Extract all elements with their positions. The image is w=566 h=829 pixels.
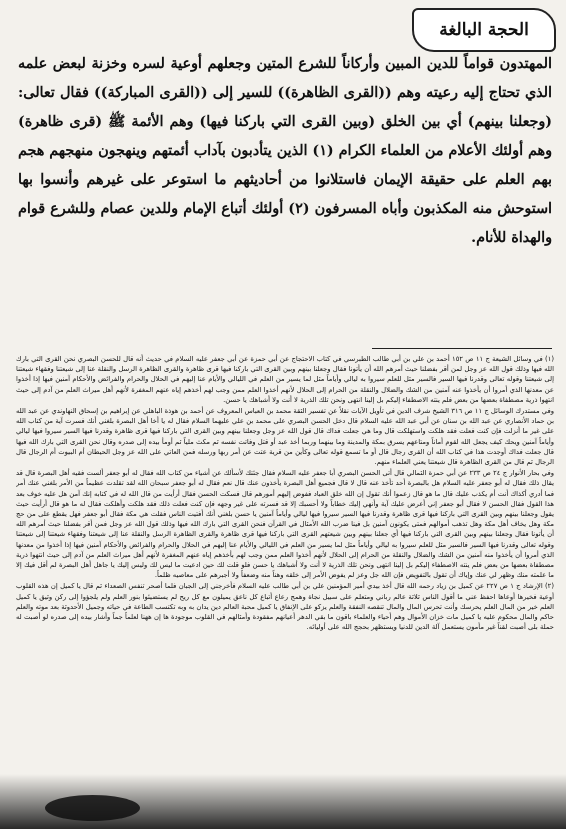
chapter-title: الحجة البالغة bbox=[439, 20, 529, 40]
chapter-title-box bbox=[412, 8, 556, 52]
footnote-divider bbox=[372, 348, 552, 349]
main-paragraph: المهتدون قواماً للدين المبين وأركاناً للشرع المتين وجعلهم أوعية لسره وخزنة لبعض علمه الذي تحتاج إليه رعيته وهم ((القرى الظاهرة)) للسير إلى ((القرى المباركة)) فقال تعالى: (وجعلنا بينهم) أي بين الخلق (وبين القرى التي باركنا فيها) وهم الأئمة ﷺ (قرى ظاهرة) وهم أولئك الأعلام من العلماء الكرام (١) الذين يتأدبون بآداب أئمتهم وينهجون منهجهم هجم بهم العلم على حقيقة الإيمان فاستلانوا من أحاديثهم ما استوعر على غيرهم وأنسوا بها استوحش منه المكذبون وأباه المسرفون (٢) أولئك أتباع الإمام وللدين عصام وللشرع قوام والهداة للأنام. bbox=[18, 56, 552, 246]
footnote-1: (١) في وسائل الشيعة ج ١١ ص ١٥٢ أحمد بن علي بن أبي طالب الطبرسي في كتاب الاحتجاج عن أبي حمزة عن أبي جعفر عليه السلام في حديث أنه قال للحسن البصري نحن القرى التي بارك الله فيها وذلك قول الله عز وجل لمن أقر بفضلنا حيث أمرهم الله أن يأتونا فقال وجعلنا بينهم وبين القرى التي باركنا فيها قرى ظاهرة والقرى الظاهرة الرسل والنقلة عنا إلى شيعتنا وفقهاء شيعتنا إلى شيعتنا وقوله تعالى وقدرنا فيها السير فالسير مثل للعلم سيروا به ليالي وأياماً مثل لما يسير من العلم في الليالي والأيام عنا إليهم في الحلال والحرام والفرائض والأحكام آمنين فيها إذا أخذوا عن معدنها الذي أمروا أن يأخذوا عنه آمنين من الشك والضلال والنقلة من الحرام إلى الحلال لأنهم أخذوا العلم ممن وجب لهم أخذهم إياه عنهم المغفرة لأنهم أهل ميراث العلم من آدم إلى حيث انتهوا ذرية مصطفاة بعضها من بعض فلم ينته الاصطفاء إليكم بل إلينا انتهى ونحن تلك الذرية لا أنت ولا أشباهك يا حسن. bbox=[16, 355, 554, 404]
footnote-2: وفي مستدرك الوسائل ج ١١ ص ٣١٦ الشيخ شرف الدين في تأويل الآيات نقلاً عن تفسير الثقة محمد بن العباس المعروف عن أحمد بن هوذة الباهلي عن إبراهيم بن إسحاق النهاوندي عن عبد الله بن حماد الأنصاري عن عبد الله بن سنان عن أبي عبد الله عليه السلام قال دخل الحسن البصري على محمد بن علي عليهما السلام فقال له يا أخا أهل البصرة بلغني أنك فسرت آية من كتاب الله على غير ما أنزلت فإن كنت فعلت فقد هلكت واستهلكت قال وما هي جعلت فداك قال قول الله عز وجل وجعلنا بينهم وبين القرى التي باركنا فيها قرى ظاهرة وقدرنا فيها السير سيروا فيها ليالي وأياماً آمنين ويحك كيف يجعل الله لقوم أماناً ومتاعهم يسرق بمكة والمدينة وما بينهما وربما أخذ عبد أو قتل وفاتت نفسه ثم مكث ملياً ثم أومأ بيده إلى صدره وقال نحن القرى التي بارك الله فيها قال جعلت فداك أوجدت هذا في كتاب الله أن القرى رجال قال أو ما تسمع قوله تعالى وكأين من قرية عتت عن أمر ربها ورسله فمن العاتي على الله عز وجل الحيطان أم البيوت أم الرجال قال الرجال ثم قال من القرى الظاهرة قال شيعتنا يعني العلماء منهم. bbox=[16, 407, 554, 467]
footnote-3: وفي بحار الأنوار ج ٢٤ ص ٢٣٣ عن أبي حمزة الثمالي قال أتى الحسن البصري أبا جعفر عليه السلام فقال جئتك لأسألك عن أشياء من كتاب الله فقال له أبو جعفر ألست فقيه أهل البصرة قال قد يقال ذلك فقال له أبو جعفر عليه السلام هل بالبصرة أحد تأخذ عنه قال لا قال فجميع أهل البصرة يأخذون عنك قال نعم فقال له أبو جعفر سبحان الله لقد تقلدت عظيماً من الأمر بلغني عنك أمر فما أدري أكذاك أنت أم يكذب عليك قال ما هو قال زعموا أنك تقول إن الله خلق العباد ففوض إليهم أمورهم قال فسكت الحسن فقال أرأيت من قال الله له في كتابه إنك آمن هل عليه خوف بعد هذا القول فقال الحسن لا فقال أبو جعفر إني أعرض عليك آية وأنهي إليك خطاباً ولا أحسبك إلا قد فسرته على غير وجهه فإن كنت فعلت ذلك فقد هلكت وأهلكت فقال له ما هو قال أرأيت حيث يقول وجعلنا بينهم وبين القرى التي باركنا فيها قرى ظاهرة وقدرنا فيها السير سيروا فيها ليالي وأياماً آمنين يا حسن بلغني أنك أفتيت الناس فقلت هي مكة فقال أبو جعفر فهل يقطع على من حج مكة وهل يخاف أهل مكة وهل تذهب أموالهم فمتى يكونون آمنين بل فينا ضرب الله الأمثال في القرآن فنحن القرى التي بارك الله فيها وذلك قول الله عز وجل فمن أقر بفضلنا حيث أمرهم الله أن يأتونا فقال وجعلنا بينهم وبين القرى التي باركنا فيها أي جعلنا بينهم وبين شيعتهم القرى التي باركنا فيها قرى ظاهرة والقرى الظاهرة الرسل والنقلة عنا إلى شيعتنا وفقهاء شيعتنا إلى شيعتنا وقوله تعالى وقدرنا فيها السير فالسير مثل للعلم سيروا به ليالي وأياماً مثل لما يسير من العلم في الليالي والأيام عنا إليهم في الحلال والحرام والفرائض والأحكام آمنين فيها إذا أخذوا من معدنها الذي أمروا أن يأخذوا منه آمنين من الشك والضلال والنقلة من الحرام إلى الحلال لأنهم أخذوا العلم ممن وجب لهم بأخذهم إياه عنهم المغفرة لأنهم أهل ميراث العلم من آدم إلى حيث انتهوا ذرية مصطفاة بعضها من بعض فلم ينته الاصطفاء إليكم بل إلينا انتهى ونحن تلك الذرية لا أنت ولا أشباهك يا حسن فلو قلت لك حين ادعيت ما ليس لك وليس إليك يا جاهل أهل البصرة لم أقل فيك إلا ما علمته منك وظهر لي عنك وإياك أن تقول بالتفويض فإن الله جل وعز لم يفوض الأمر إلى خلقه وهناً منه وضعفاً ولا أجبرهم على معاصيه ظلماً. bbox=[16, 469, 554, 580]
scan-blot bbox=[45, 795, 140, 821]
main-text bbox=[18, 50, 552, 340]
footnote-4: (٢) الإرشاد ج ١ ص ٢٢٧ عن كميل بن زياد رحمه الله قال أخذ بيدي أمير المؤمنين علي بن أبي طالب عليه السلام فأخرجني إلى الجبان فلما أصحر تنفس الصعداء ثم قال يا كميل إن هذه القلوب أوعية فخيرها أوعاها احفظ عني ما أقول الناس ثلاثة عالم رباني ومتعلم على سبيل نجاة وهمج رعاع أتباع كل ناعق يميلون مع كل ريح لم يستضيئوا بنور العلم ولم يلجؤوا إلى ركن وثيق يا كميل العلم خير من المال العلم يحرسك وأنت تحرس المال والمال تنقصه النفقة والعلم يزكو على الإنفاق يا كميل محبة العالم دين يدان به وبه تكتسب الطاعة في حياته وجميل الأحدوثة بعد موته والعلم حاكم والمال محكوم عليه يا كميل مات خزان الأموال وهم أحياء والعلماء باقون ما بقي الدهر أعيانهم مفقودة وأمثالهم في القلوب موجودة ها إن ههنا لعلماً جماً وأشار بيده إلى صدره لو أصبت له حملة بلى أصبت لقناً غير مأمون يستعمل آلة الدين للدنيا ويستظهر بحجج الله على أوليائه. bbox=[16, 582, 554, 632]
footnotes-section bbox=[16, 354, 554, 774]
